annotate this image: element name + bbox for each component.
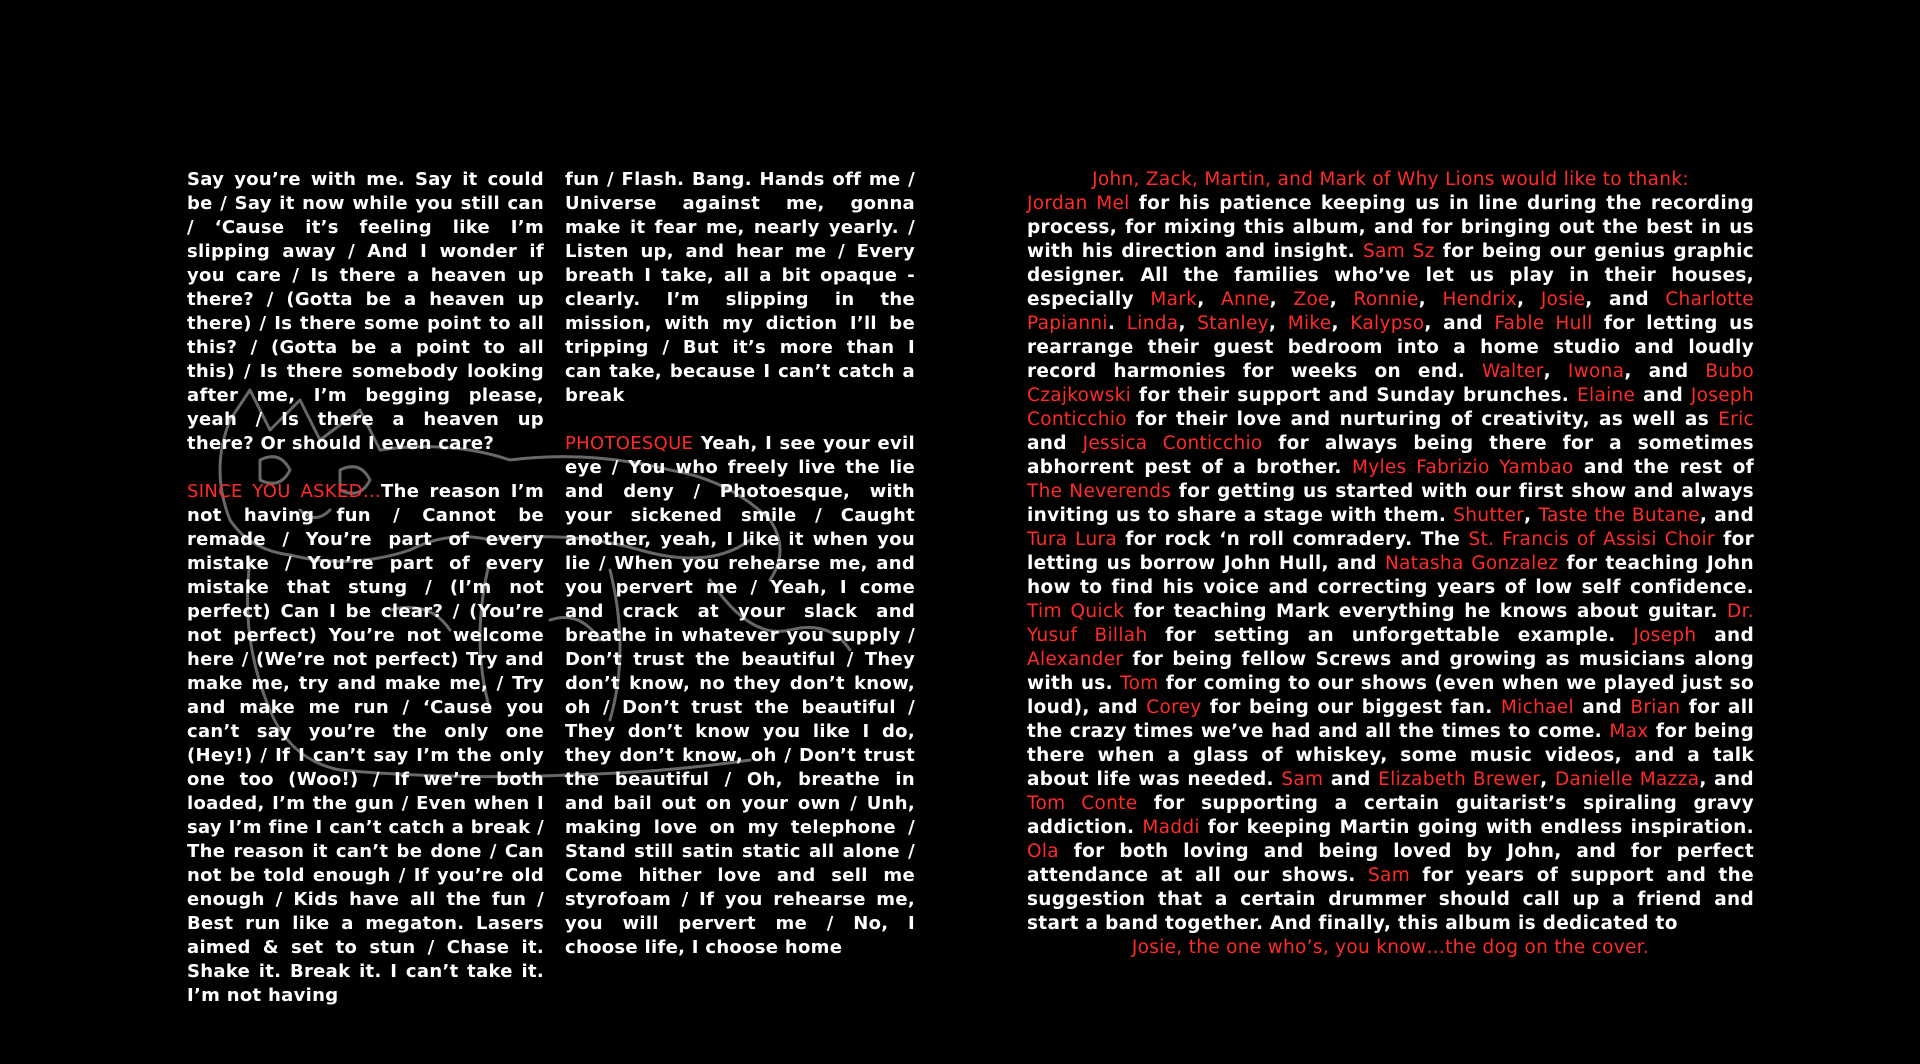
thanks-name: Michael xyxy=(1500,697,1574,718)
thanks-name: Brian xyxy=(1630,697,1681,718)
thanks-name: St. Francis of Assisi Choir xyxy=(1468,529,1715,550)
song-since-you-asked xyxy=(187,480,544,1008)
lyrics-block-heaven: Say you’re with me. Say it could be / Say it now while you still can / ‘Cause it’s feeling like I’m slipping away / And I wonder if you care / Is there a heaven up there? / (Gotta be a heaven up there) / Is there some point to all this? / (Gotta be a point to all this) / Is there somebody looking after me, I’m begging please, yeah / Is there a heaven up there? Or should I even care? xyxy=(187,169,544,454)
thanks-name: Sam xyxy=(1281,769,1324,790)
thanks-text: for his patience keeping us in line during the recording process, for mixing this album, and for bringing out the best in us with his direction and insight. xyxy=(1027,193,1754,262)
thanks-name: Jordan Mel xyxy=(1027,193,1130,214)
song-photoesque xyxy=(565,432,915,960)
thanks-text: , and xyxy=(1699,505,1755,526)
thanks-text: , xyxy=(1268,313,1288,334)
thanks-name: Alexander xyxy=(1027,649,1124,670)
thanks-name: Sam Sz xyxy=(1363,241,1435,262)
thanks-name: Natasha Gonzalez xyxy=(1385,553,1559,574)
thanks-text: for both loving and being loved by John, and for perfect attendance at all our shows. xyxy=(1027,841,1754,886)
thanks-text: . xyxy=(1107,313,1127,334)
thanks-text: , xyxy=(1540,769,1555,790)
thanks-text: , and xyxy=(1699,769,1754,790)
thanks-text: for letting us rearrange their guest bedroom into a home studio and loudly record harmonies for weeks on end. xyxy=(1027,313,1754,382)
thanks-name: Charlotte Papianni xyxy=(1027,289,1754,334)
dedication-line: Josie, the one who’s, you know…the dog on the cover. xyxy=(1131,937,1650,958)
thanks-text: for coming to our shows (even when we played just so loud), and xyxy=(1027,673,1754,718)
thanks-name: Danielle Mazza xyxy=(1554,769,1700,790)
thanks-name: Walter xyxy=(1481,361,1544,382)
thanks-name: Corey xyxy=(1146,697,1202,718)
thanks-text: , xyxy=(1418,289,1443,310)
thanks-name: Ronnie xyxy=(1353,289,1419,310)
thanks-name: Bubo Czajkowski xyxy=(1027,361,1754,406)
thanks-name: Iwona xyxy=(1567,361,1625,382)
thanks-name: Ola xyxy=(1027,841,1059,862)
thanks-text: for teaching John how to find his voice and correcting years of low self confidence. xyxy=(1027,553,1755,598)
thanks-text: for being our biggest fan. xyxy=(1201,697,1501,718)
thanks-text: , xyxy=(1517,289,1541,310)
thanks-name: Elizabeth Brewer xyxy=(1378,769,1541,790)
thanks-name: Tura Lura xyxy=(1027,529,1118,550)
thanks-text: and xyxy=(1027,433,1083,454)
thanks-name: Max xyxy=(1609,721,1649,742)
thanks-text: for getting us started with our first show and always inviting us to share a stage with them. xyxy=(1027,481,1754,526)
thanks-text: for being fellow Screws and growing as musicians along with us. xyxy=(1027,649,1754,694)
thanks-text: , and xyxy=(1624,361,1706,382)
thanks-text: and xyxy=(1635,385,1691,406)
thanks-text: for always being there for a sometimes abhorrent pest of a brother. xyxy=(1027,433,1754,478)
thanks-name: Joseph xyxy=(1633,625,1697,646)
thanks-text: , xyxy=(1269,289,1294,310)
thanks-name: Dr. Yusuf Billah xyxy=(1027,601,1754,646)
song-title-since-you-asked: SINCE YOU ASKED… xyxy=(187,481,382,502)
thanks-name: Tom xyxy=(1120,673,1159,694)
thanks-text: for their love and nurturing of creativity, as well as xyxy=(1126,409,1719,430)
thanks-text: , xyxy=(1524,505,1539,526)
thanks-text: for being our genius graphic designer. All the families who’ve let us play in their houses, especially xyxy=(1027,241,1754,310)
thanks-text: and xyxy=(1696,625,1754,646)
thanks-name: Linda xyxy=(1126,313,1179,334)
thanks-text: , and xyxy=(1585,289,1666,310)
thanks-name: Stanley xyxy=(1197,313,1269,334)
thanks-name: Hendrix xyxy=(1442,289,1518,310)
thanks-text: for their support and Sunday brunches. xyxy=(1131,385,1578,406)
thanks-name: The Neverends xyxy=(1027,481,1172,502)
thanks-name: Tom Conte xyxy=(1027,793,1138,814)
thanks-name: Zoe xyxy=(1293,289,1330,310)
thanks-name: Myles Fabrizio Yambao xyxy=(1351,457,1574,478)
thanks-text: , xyxy=(1543,361,1568,382)
thanks-text: , xyxy=(1329,289,1354,310)
thanks-text: for supporting a certain guitarist’s spiraling gravy addiction. xyxy=(1027,793,1754,838)
thanks-name: Elaine xyxy=(1577,385,1636,406)
thanks-column xyxy=(1027,168,1754,960)
thanks-text: , xyxy=(1197,289,1221,310)
song-title-photoesque: PHOTOESQUE xyxy=(565,433,694,454)
thanks-name: Mark xyxy=(1150,289,1198,310)
thanks-text: for rock ‘n roll comradery. The xyxy=(1117,529,1469,550)
thanks-text: for letting us borrow John Hull, and xyxy=(1027,529,1755,574)
lyrics-column-left xyxy=(187,168,544,1008)
thanks-name: Taste the Butane xyxy=(1538,505,1700,526)
song-lyrics-since-you-asked: The reason I’m not having fun / Cannot be remade / You’re part of every mistake / You’re part of every mistake that stung / (I’m not perfect) Can I be clear? / (You’re not perfect) You’re not welcome here / (We’re not perfect) Try and make me, try and make me, / Try and make me run / ‘Cause you can’t say you’re the only one (Hey!) / If I can’t say I’m the only one too (Woo!) / If we’re both loaded, I’m the gun / Even when I say I’m fine I can’t catch a break / The reason it can’t be done / Can not be told enough / If you’re old enough / Kids have all the fun / Best run like a megaton. Lasers aimed & set to stun / Chase it. Shake it. Break it. I can’t take it. I’m not having xyxy=(187,481,544,1006)
thanks-name: Shutter xyxy=(1453,505,1525,526)
thanks-text: , xyxy=(1331,313,1351,334)
thanks-text: for teaching Mark everything he knows about guitar. xyxy=(1124,601,1728,622)
thanks-text: , xyxy=(1178,313,1198,334)
thanks-text: and the rest of xyxy=(1573,457,1754,478)
thanks-name: Tim Quick xyxy=(1027,601,1125,622)
thanks-name: Fable Hull xyxy=(1494,313,1593,334)
thanks-text: for being there when a glass of whiskey, some music videos, and a talk about life was needed. xyxy=(1027,721,1755,790)
thanks-text: for years of support and the suggestion that a certain drummer should call up a friend and start a band together. And finally, this album is dedicated to xyxy=(1027,865,1754,934)
thanks-text: for setting an unforgettable example. xyxy=(1147,625,1634,646)
thanks-name: Joseph Conticchio xyxy=(1027,385,1754,430)
thanks-text: and xyxy=(1323,769,1379,790)
thanks-name: Jessica Conticchio xyxy=(1082,433,1263,454)
thanks-name: Kalypso xyxy=(1350,313,1425,334)
thanks-text: and xyxy=(1573,697,1631,718)
lyrics-block-continued: fun / Flash. Bang. Hands off me / Universe against me, gonna make it fear me, nearly yearly. / Listen up, and hear me / Every breath I take, all a bit opaque - clearly. I’m slipping in the mission, with my diction I’ll be tripping / But it’s more than I can take, because I can’t catch a break xyxy=(565,169,915,406)
lyrics-column-middle xyxy=(565,168,915,960)
thanks-text: for all the crazy times we’ve had and all the times to come. xyxy=(1027,697,1754,742)
thanks-name: Mike xyxy=(1287,313,1332,334)
thanks-name: Sam xyxy=(1368,865,1411,886)
thanks-body xyxy=(1027,192,1754,936)
thanks-name: Anne xyxy=(1220,289,1270,310)
thanks-name: Josie xyxy=(1540,289,1586,310)
thanks-name: Maddi xyxy=(1142,817,1200,838)
thanks-text: for keeping Martin going with endless inspiration. xyxy=(1199,817,1754,838)
thanks-heading: John, Zack, Martin, and Mark of Why Lions would like to thank: xyxy=(1092,169,1689,190)
thanks-name: Eric xyxy=(1718,409,1754,430)
thanks-text: , and xyxy=(1424,313,1495,334)
song-lyrics-photoesque: Yeah, I see your evil eye / You who freely live the lie and deny / Photoesque, with your sickened smile / Caught another, yeah, I like it when you lie / When you rehearse me, and you pervert me / Yeah, I come and crack at your slack and breathe in whatever you supply / Don’t trust the beautiful / They don’t know, no they don’t know, oh / Don’t trust the beautiful / They don’t know you like I do, they don’t know, oh / Don’t trust the beautiful / Oh, breathe in and bail out on your own / Unh, making love on my telephone / Stand still satin static all alone / Come hither love and sell me styrofoam / If you rehearse me, you will pervert me / No, I choose life, I choose home xyxy=(565,433,915,958)
